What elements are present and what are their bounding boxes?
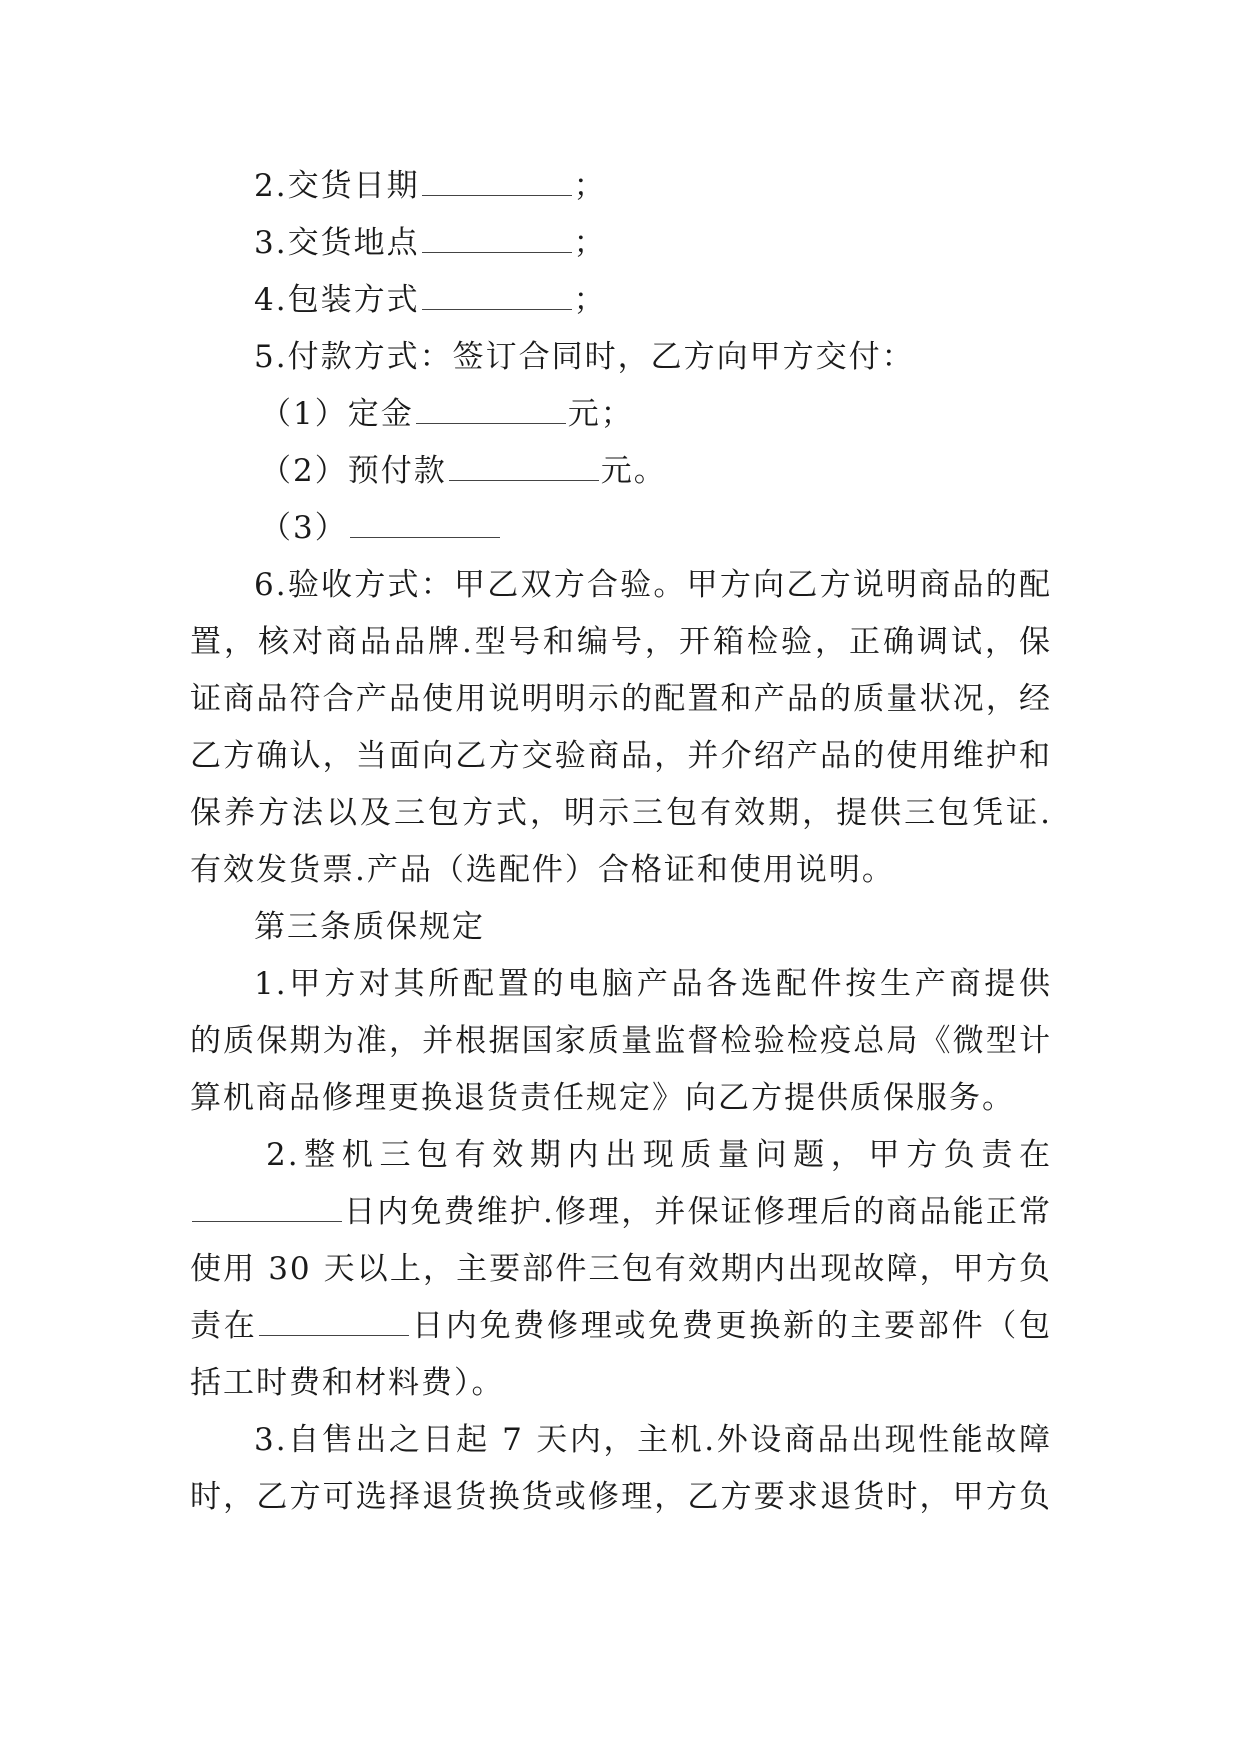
line-text: 2.整机三包有效期内出现质量问题，甲方负责在 — [266, 1137, 1052, 1173]
text-line — [190, 956, 1052, 1013]
fill-in-blank[interactable] — [192, 1193, 342, 1222]
fill-in-blank[interactable] — [259, 1307, 409, 1336]
text-line — [190, 1412, 1052, 1469]
line-text: 时，乙方可选择退货换货或修理，乙方要求退货时，甲方负 — [190, 1479, 1052, 1515]
text-line — [190, 899, 1052, 956]
line-text: （3） — [260, 510, 348, 546]
fill-in-blank[interactable] — [422, 281, 572, 310]
line-text: 3.自售出之日起 7 天内，主机.外设商品出现性能故障 — [254, 1422, 1052, 1458]
line-text-suffix: ； — [573, 168, 607, 204]
line-text: （2）预付款 — [260, 453, 447, 489]
text-line — [190, 272, 1052, 329]
text-line — [190, 1127, 1052, 1184]
line-text: 1.甲方对其所配置的电脑产品各选配件按生产商提供 — [254, 966, 1052, 1002]
line-text: 证商品符合产品使用说明明示的配置和产品的质量状况，经 — [190, 681, 1052, 717]
line-text: 使用 30 天以上，主要部件三包有效期内出现故障，甲方负 — [190, 1251, 1052, 1287]
line-text: 保养方法以及三包方式，明示三包有效期，提供三包凭证. — [190, 795, 1052, 831]
line-text-suffix: 日内免费维护.修理，并保证修理后的商品能正常 — [344, 1194, 1052, 1230]
line-text: 的质保期为准，并根据国家质量监督检验检疫总局《微型计 — [190, 1023, 1052, 1059]
line-text-suffix: ； — [573, 225, 607, 261]
text-line — [190, 785, 1052, 842]
text-line — [190, 1184, 1052, 1241]
text-line — [190, 1013, 1052, 1070]
line-text-suffix: 元； — [567, 396, 634, 432]
line-text: 括工时费和材料费）。 — [190, 1365, 505, 1401]
line-text: 乙方确认，当面向乙方交验商品，并介绍产品的使用维护和 — [190, 738, 1052, 774]
line-text: 责在 — [190, 1308, 258, 1344]
text-line — [190, 158, 1052, 215]
text-line — [190, 1070, 1052, 1127]
line-text-suffix: 日内免费修理或免费更换新的主要部件（包 — [411, 1308, 1053, 1344]
line-text: 2.交货日期 — [254, 168, 420, 204]
text-line — [190, 728, 1052, 785]
line-text: 5.付款方式：签订合同时，乙方向甲方交付： — [254, 339, 915, 375]
line-text-suffix: ； — [573, 282, 607, 318]
text-line — [190, 386, 1052, 443]
fill-in-blank[interactable] — [422, 224, 572, 253]
text-line — [190, 215, 1052, 272]
line-text-suffix: 元。 — [600, 453, 667, 489]
text-line — [190, 1241, 1052, 1298]
line-text: 6.验收方式：甲乙双方合验。甲方向乙方说明商品的配 — [254, 567, 1052, 603]
line-text: （1）定金 — [260, 396, 414, 432]
line-text: 3.交货地点 — [254, 225, 420, 261]
text-line — [190, 443, 1052, 500]
text-line — [190, 1469, 1052, 1526]
line-text: 第三条质保规定 — [254, 909, 485, 945]
text-line — [190, 842, 1052, 899]
text-line — [190, 1355, 1052, 1412]
line-text: 有效发货票.产品（选配件）合格证和使用说明。 — [190, 852, 895, 888]
line-text: 4.包装方式 — [254, 282, 420, 318]
text-line — [190, 500, 1052, 557]
fill-in-blank[interactable] — [449, 452, 599, 481]
fill-in-blank[interactable] — [416, 395, 566, 424]
contract-body — [190, 158, 1052, 1526]
line-text: 置，核对商品品牌.型号和编号，开箱检验，正确调试，保 — [190, 624, 1052, 660]
text-line — [190, 614, 1052, 671]
line-text: 算机商品修理更换退货责任规定》向乙方提供质保服务。 — [190, 1080, 1015, 1116]
text-line — [190, 557, 1052, 614]
text-line — [190, 671, 1052, 728]
text-line — [190, 1298, 1052, 1355]
fill-in-blank[interactable] — [422, 167, 572, 196]
text-line — [190, 329, 1052, 386]
fill-in-blank[interactable] — [350, 509, 500, 538]
